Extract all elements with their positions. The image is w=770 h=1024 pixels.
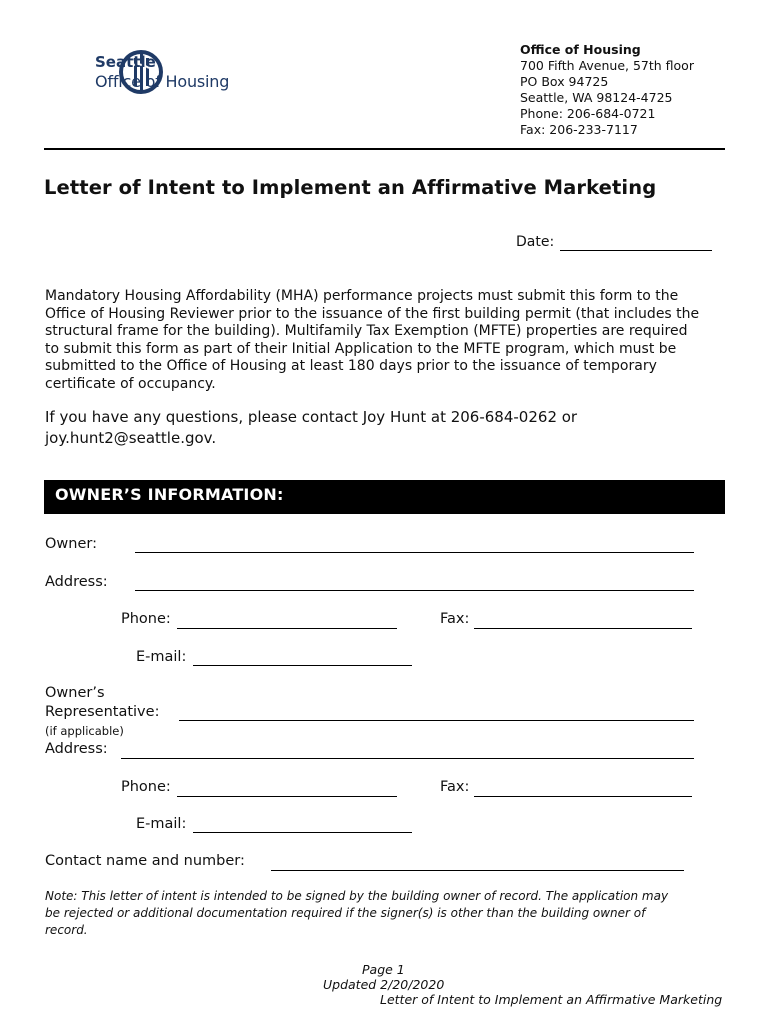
representative-fax-field[interactable] xyxy=(474,796,692,797)
intro-line: to submit this form as part of their Initial Application to the MFTE program, which must be xyxy=(45,340,677,357)
office-address-block xyxy=(520,42,694,138)
intro-line: structural frame for the building). Multifamily Tax Exemption (MFTE) properties are required xyxy=(45,323,688,339)
representative-address-label: Address: xyxy=(45,741,108,757)
representative-email-field[interactable] xyxy=(193,832,412,833)
contact-name-field[interactable] xyxy=(271,870,684,871)
contact-email: joy.hunt2@seattle.gov. xyxy=(45,429,217,447)
representative-field[interactable] xyxy=(179,720,694,721)
contact-name-label: Contact name and number: xyxy=(45,853,245,869)
logo-text-line2: Office of Housing xyxy=(95,72,230,91)
if-applicable-note: (if applicable) xyxy=(45,724,124,738)
section-title: OWNER’S INFORMATION: xyxy=(55,485,284,504)
representative-address-field[interactable] xyxy=(121,758,694,759)
phone-label: Phone: xyxy=(121,611,171,627)
logo-text-line1: Seattle xyxy=(95,53,156,71)
signer-note xyxy=(45,888,725,939)
office-address-line2: PO Box 94725 xyxy=(520,74,609,89)
contact-paragraph xyxy=(45,407,685,449)
intro-line: submitted to the Office of Housing at least 180 days prior to the issuance of temporary xyxy=(45,358,657,374)
fax-field[interactable] xyxy=(474,628,692,629)
fax-label: Fax: xyxy=(440,611,470,627)
footer-document-title: Letter of Intent to Implement an Affirmative Marketing xyxy=(380,992,723,1007)
phone-field[interactable] xyxy=(177,628,397,629)
intro-paragraph xyxy=(45,288,735,393)
intro-line: certificate of occupancy. xyxy=(45,375,216,392)
owner-field[interactable] xyxy=(135,552,694,553)
owner-label: Owner: xyxy=(45,536,97,552)
page-title: Letter of Intent to Implement an Affirmative Marketing xyxy=(44,176,657,199)
footer-page-number: Page 1 xyxy=(362,962,405,977)
representative-phone-label: Phone: xyxy=(121,779,171,795)
office-name: Office of Housing xyxy=(520,42,641,57)
address-label: Address: xyxy=(45,574,108,590)
representative-fax-label: Fax: xyxy=(440,779,470,795)
representative-label-line1: Owner’s xyxy=(45,685,105,701)
representative-email-label: E-mail: xyxy=(136,816,187,832)
email-label: E-mail: xyxy=(136,649,187,665)
representative-phone-field[interactable] xyxy=(177,796,397,797)
note-line: Note: This letter of intent is intended to be signed by the building owner of record. The application may xyxy=(45,889,669,903)
contact-line: If you have any questions, please contact Joy Hunt at 206-684-0262 or xyxy=(45,408,578,426)
intro-line: Mandatory Housing Affordability (MHA) performance projects must submit this form to the xyxy=(45,288,679,304)
date-field[interactable] xyxy=(560,250,712,251)
note-line: be rejected or additional documentation required if the signer(s) is other than the building owner of xyxy=(45,906,646,920)
office-phone: Phone: 206-684-0721 xyxy=(520,106,656,121)
office-address-line1: 700 Fifth Avenue, 57th floor xyxy=(520,58,694,73)
header-divider xyxy=(44,148,725,150)
address-field[interactable] xyxy=(135,590,694,591)
intro-line: Office of Housing Reviewer prior to the issuance of the first building permit (that includes the xyxy=(45,305,700,322)
note-line: record. xyxy=(45,923,88,937)
email-field[interactable] xyxy=(193,665,412,666)
date-label: Date: xyxy=(516,234,555,250)
office-address-line3: Seattle, WA 98124-4725 xyxy=(520,90,673,105)
office-fax: Fax: 206-233-7117 xyxy=(520,122,638,137)
representative-label-line2: Representative: xyxy=(45,704,160,720)
footer-updated-date: Updated 2/20/2020 xyxy=(323,977,445,992)
